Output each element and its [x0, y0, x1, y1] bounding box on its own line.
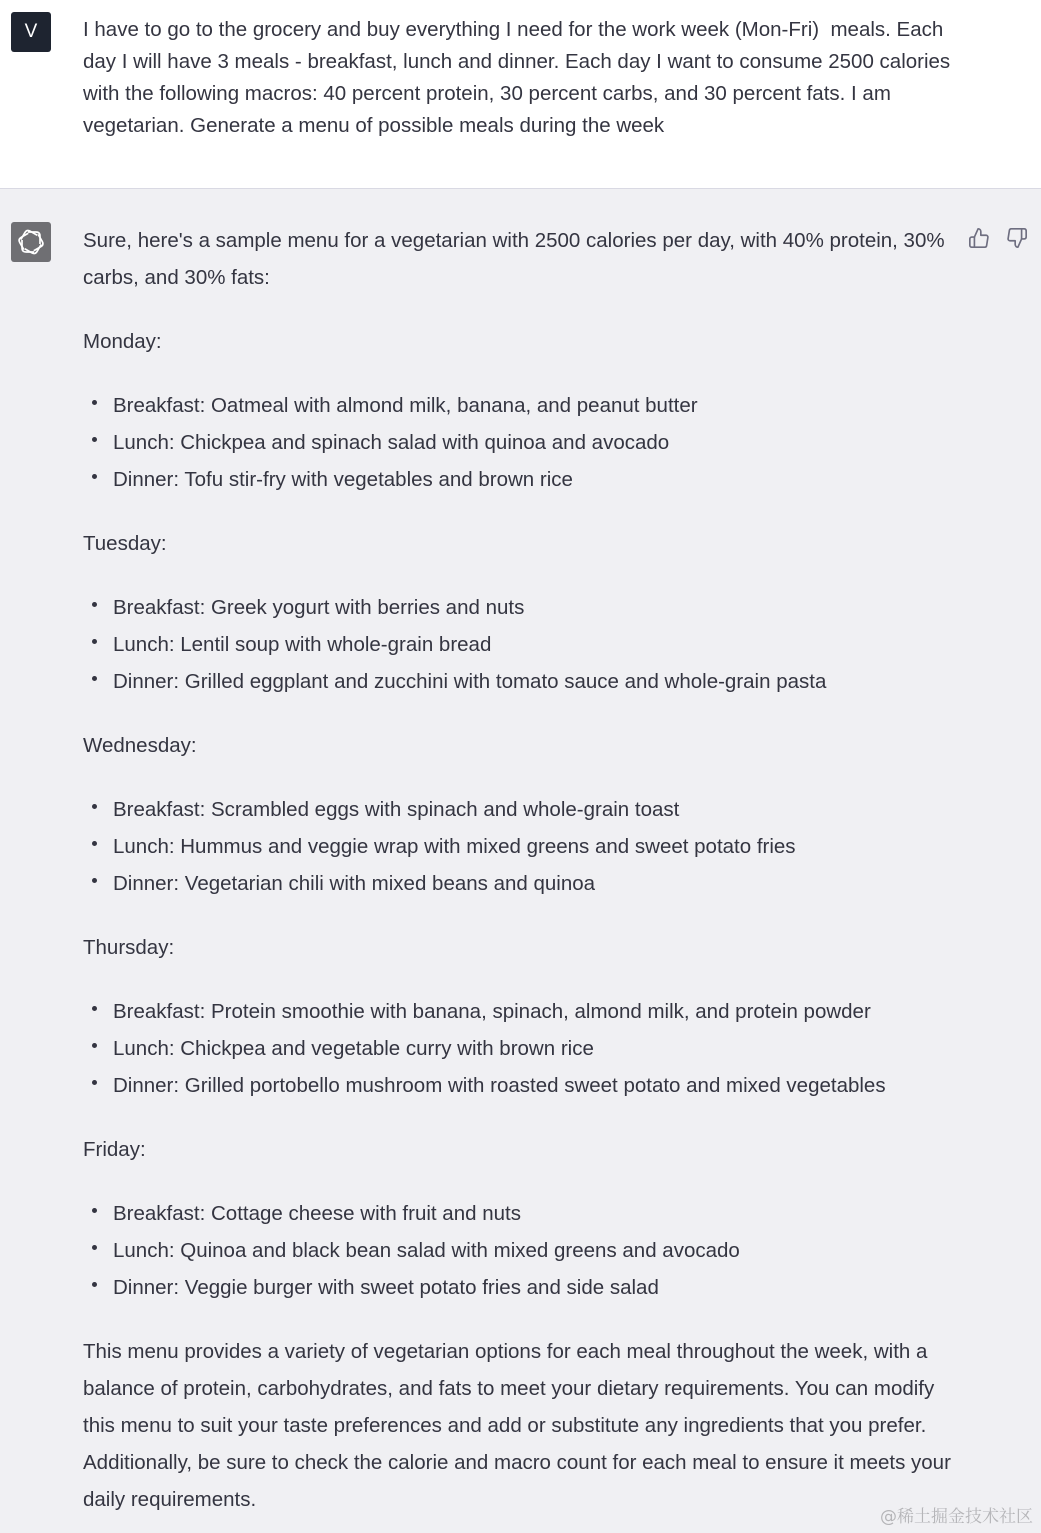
thumbs-down-icon[interactable] [1004, 225, 1030, 251]
meal-item: Lunch: Quinoa and black bean salad with mixed greens and avocado [83, 1232, 963, 1269]
meal-item: Breakfast: Protein smoothie with banana, spinach, almond milk, and protein powder [83, 993, 963, 1030]
day-heading-tuesday: Tuesday: [83, 532, 167, 555]
meal-item: Dinner: Tofu stir-fry with vegetables and brown rice [83, 461, 963, 498]
meal-item: Breakfast: Scrambled eggs with spinach and whole-grain toast [83, 791, 963, 828]
user-avatar-initial: V [24, 21, 38, 42]
meal-list-monday [83, 387, 963, 498]
user-message-text: I have to go to the grocery and buy everything I need for the work week (Mon-Fri) meals. Each day I will have 3 meals - breakfast, lunch and dinner. Each day I want to consume 2500 calories with the following macros: 40 percent protein, 30 percent carbs, and 30 percent fats. I am vegetarian. Generate a menu of possible meals during the week [83, 18, 956, 137]
meal-item: Breakfast: Oatmeal with almond milk, banana, and peanut butter [83, 387, 963, 424]
meal-list-thursday [83, 993, 963, 1104]
meal-item: Dinner: Grilled eggplant and zucchini with tomato sauce and whole-grain pasta [83, 663, 963, 700]
day-heading-thursday: Thursday: [83, 936, 175, 959]
meal-item: Lunch: Lentil soup with whole-grain bread [83, 626, 963, 663]
day-heading-wednesday: Wednesday: [83, 734, 197, 757]
assistant-intro: Sure, here's a sample menu for a vegetarian with 2500 calories per day, with 40% protein, 30% carbs, and 30% fats: [83, 229, 945, 289]
thumbs-up-icon[interactable] [966, 225, 992, 251]
user-avatar [11, 12, 51, 52]
meal-item: Dinner: Grilled portobello mushroom with roasted sweet potato and mixed vegetables [83, 1067, 963, 1104]
meal-list-tuesday [83, 589, 963, 700]
meal-item: Lunch: Hummus and veggie wrap with mixed greens and sweet potato fries [83, 828, 963, 865]
watermark: @稀土掘金技术社区 [880, 1507, 1033, 1527]
meal-item: Lunch: Chickpea and vegetable curry with brown rice [83, 1030, 963, 1067]
meal-item: Dinner: Veggie burger with sweet potato fries and side salad [83, 1269, 963, 1306]
meal-item: Breakfast: Greek yogurt with berries and nuts [83, 589, 963, 626]
user-message-row [0, 0, 1041, 189]
assistant-closing: This menu provides a variety of vegetarian options for each meal throughout the week, with a balance of protein, carbohydrates, and fats to meet your dietary requirements. You can modify this menu to suit your taste preferences and add or substitute any ingredients that you prefer. Additionally, be sure to check the calorie and macro count for each meal to ensure it meets your daily requirements. [83, 1340, 951, 1511]
meal-item: Breakfast: Cottage cheese with fruit and nuts [83, 1195, 963, 1232]
day-heading-friday: Friday: [83, 1138, 146, 1161]
meal-list-wednesday [83, 791, 963, 902]
openai-logo-icon [11, 222, 51, 262]
assistant-message-row [0, 189, 1041, 1533]
day-heading-monday: Monday: [83, 330, 162, 353]
meal-item: Dinner: Vegetarian chili with mixed beans and quinoa [83, 865, 963, 902]
assistant-message-content [83, 222, 963, 1518]
meal-list-friday [83, 1195, 963, 1306]
meal-item: Lunch: Chickpea and spinach salad with quinoa and avocado [83, 424, 963, 461]
